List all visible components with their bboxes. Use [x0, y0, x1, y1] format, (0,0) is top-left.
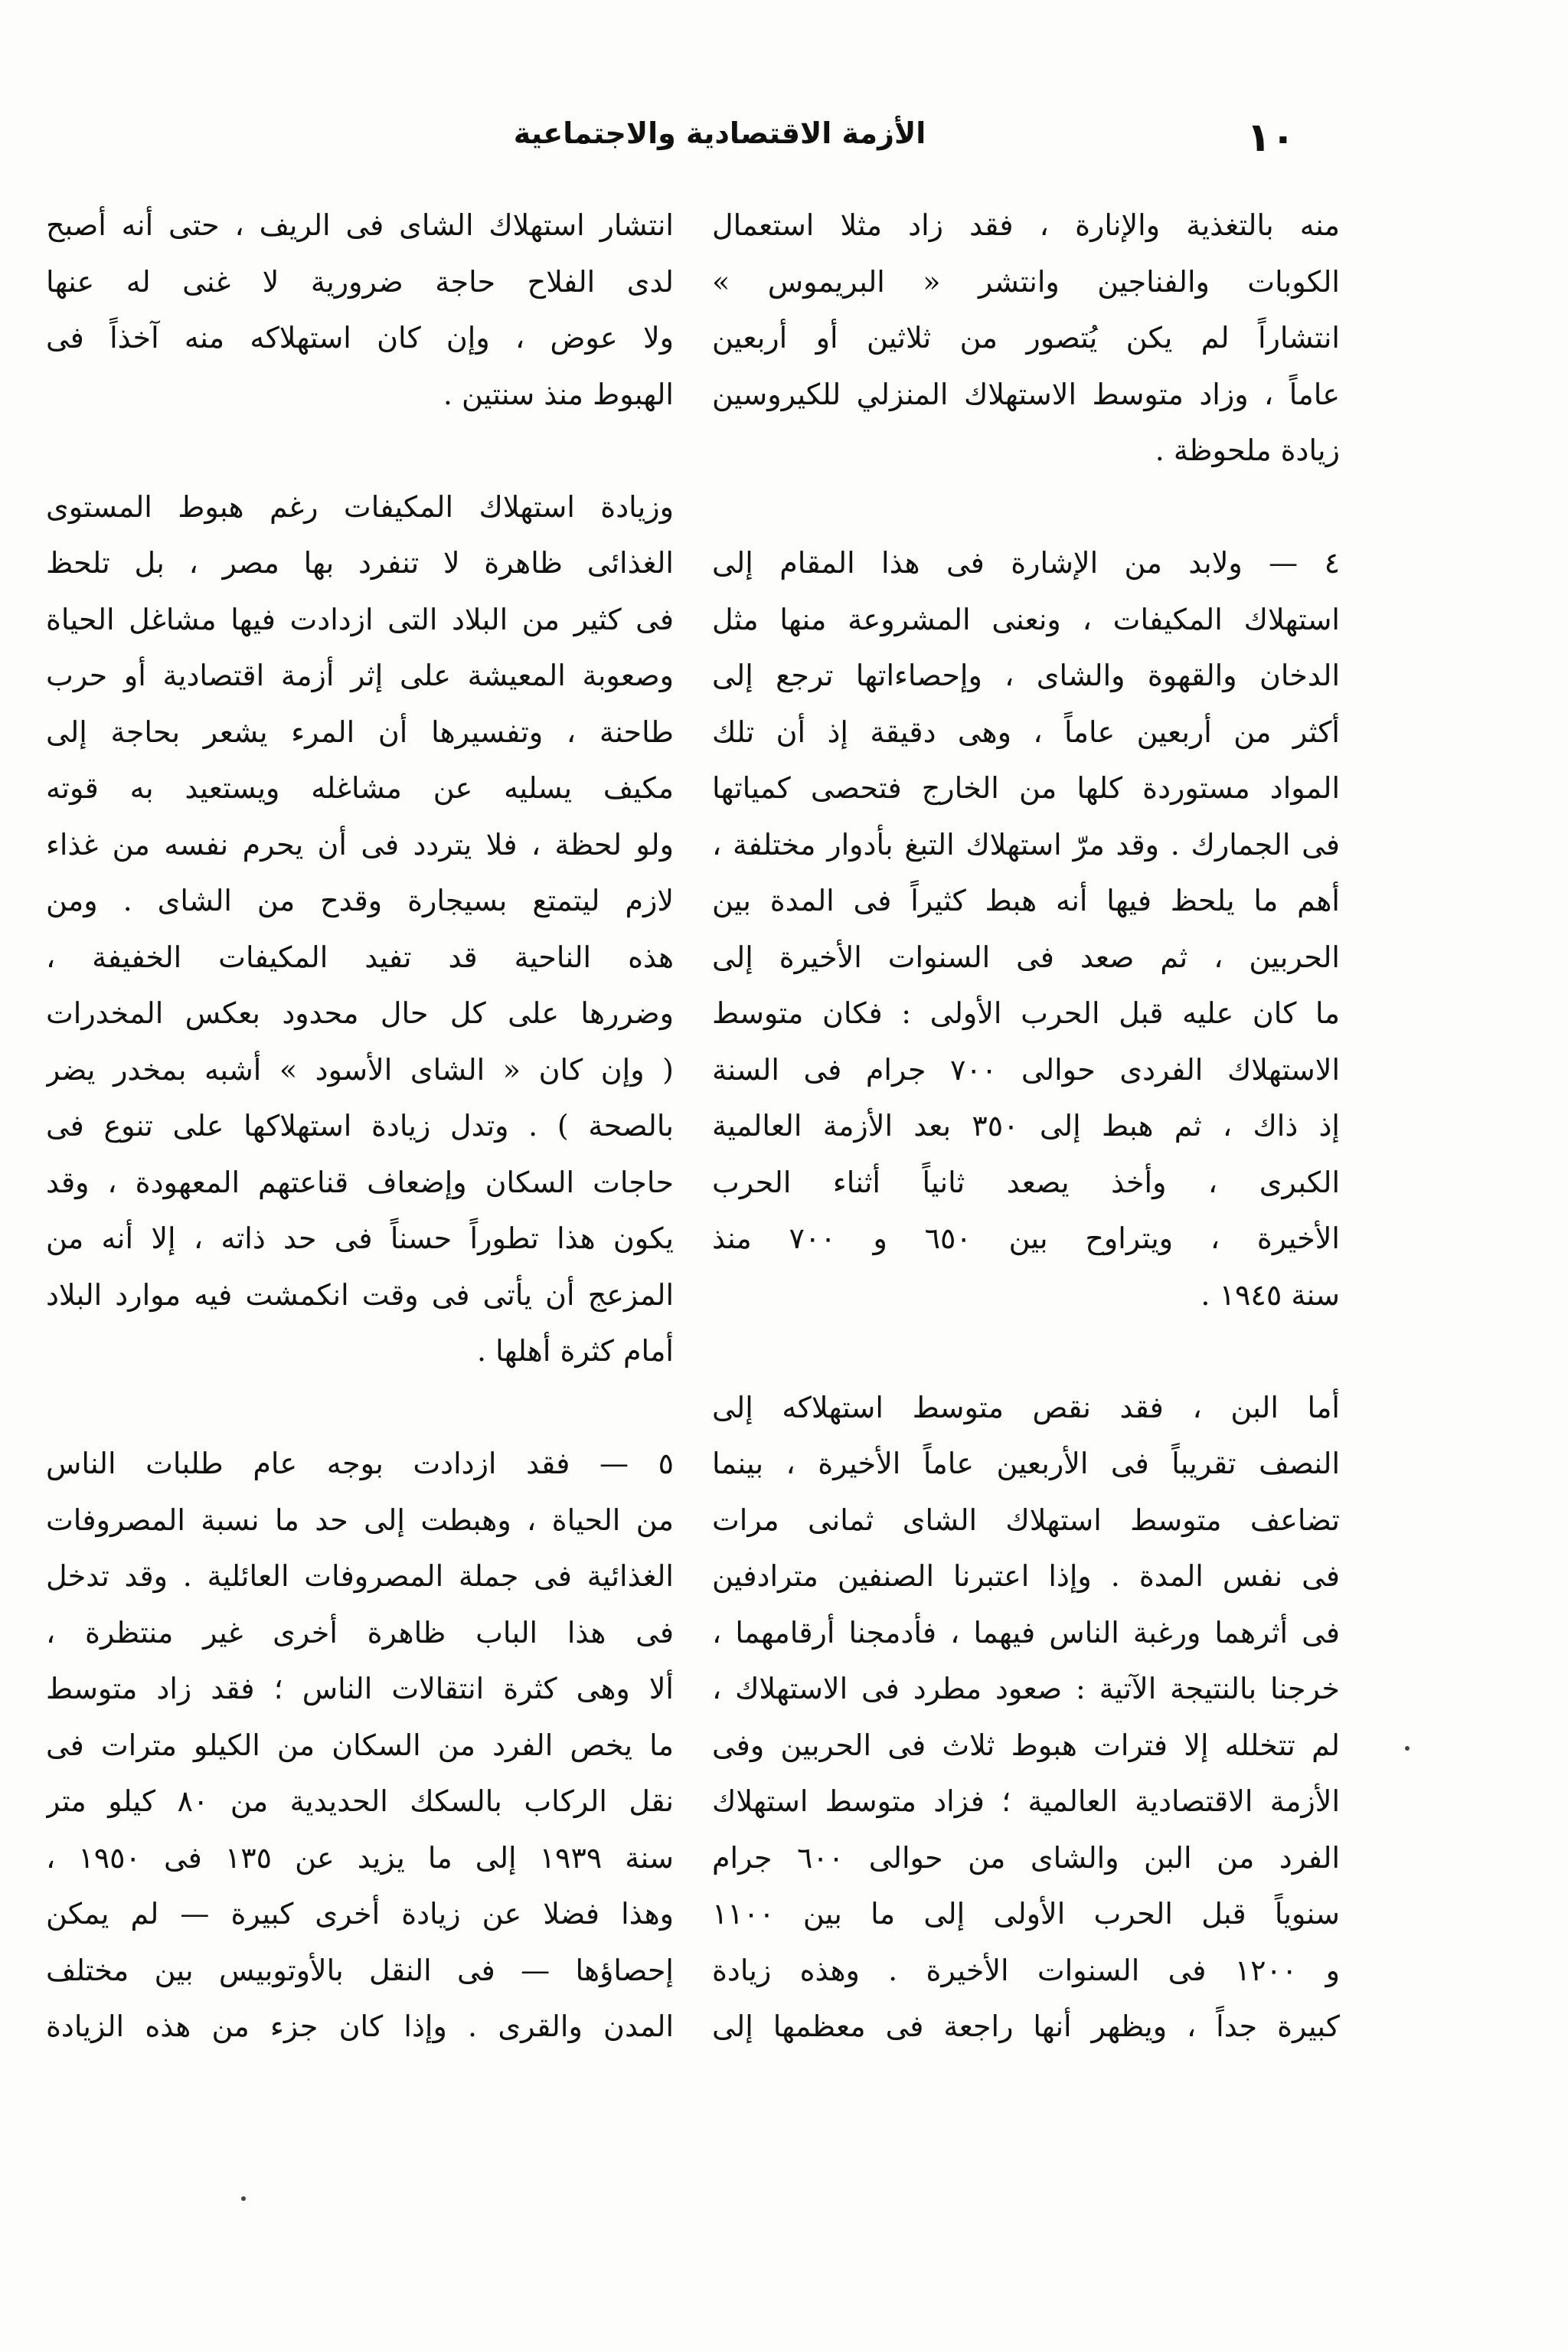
text-line: ولو لحظة ، فلا يتردد فى أن يحرم نفسه من غذاء [46, 827, 674, 862]
text-line: منه بالتغذية والإنارة ، فقد زاد مثلا استعمال [712, 208, 1340, 242]
text-line: خرجنا بالنتيجة الآتية : صعود مطرد فى الاستهلاك ، [712, 1672, 1340, 1705]
text-line: فى كثير من البلاد التى ازدادت فيها مشاغل الحياة [46, 602, 674, 636]
scan-speck [241, 2196, 246, 2201]
text-line: الكبرى ، وأخذ يصعد ثانياً أثناء الحرب [712, 1165, 1340, 1199]
text-line: سنة ١٩٣٩ إلى ما يزيد عن ١٣٥ فى ١٩٥٠ ، [46, 1840, 674, 1875]
text-line: وضررها على كل حال محدود بعكس المخدرات [46, 996, 674, 1030]
text-line: ٥ — فقد ازدادت بوجه عام طلبات الناس [46, 1447, 674, 1480]
text-line: طاحنة ، وتفسيرها أن المرء يشعر بحاجة إلى [46, 714, 674, 749]
text-line: الغذائى ظاهرة لا تنفرد بها مصر ، بل تلحظ [46, 546, 674, 580]
text-line: ما كان عليه قبل الحرب الأولى : فكان متوسط [712, 996, 1340, 1030]
running-title: الأزمة الاقتصادية والاجتماعية [513, 116, 926, 150]
text-line: فى أثرهما ورغبة الناس فيهما ، فأدمجنا أرقامهما ، [712, 1615, 1340, 1650]
text-line: إذ ذاك ، ثم هبط إلى ٣٥٠ بعد الأزمة العالمية [712, 1109, 1340, 1143]
text-line: ما يخص الفرد من السكان من الكيلو مترات فى [46, 1728, 674, 1762]
text-line: لازم ليتمتع بسيجارة وقدح من الشاى . ومن [46, 884, 674, 917]
text-line: أمام كثرة أهلها . [476, 1334, 674, 1368]
text-line: المزعج أن يأتى فى وقت انكمشت فيه موارد البلاد [46, 1277, 674, 1312]
text-line: المدن والقرى . وإذا كان جزء من هذه الزيادة [46, 2009, 674, 2043]
text-line: الدخان والقهوة والشاى ، وإحصاءاتها ترجع إلى [712, 659, 1340, 692]
text-line: ( وإن كان « الشاى الأسود » أشبه بمخدر يضر [46, 1052, 674, 1087]
paragraph [712, 1380, 1340, 2055]
text-line: ٤ — ولابد من الإشارة فى هذا المقام إلى [712, 546, 1340, 580]
scan-speck [1405, 1746, 1410, 1751]
text-line: سنوياً قبل الحرب الأولى إلى ما بين ١١٠٠ [712, 1897, 1340, 1931]
text-line: المواد مستوردة كلها من الخارج فتحصى كمياتها [712, 771, 1340, 805]
text-line: حاجات السكان وإضعاف قناعتهم المعهودة ، وقد [46, 1165, 674, 1199]
text-line: الهبوط منذ سنتين . [443, 377, 674, 411]
text-line: وصعوبة المعيشة على إثر أزمة اقتصادية أو حرب [46, 659, 674, 692]
text-line: كبيرة جداً ، ويظهر أنها راجعة فى معظمها إلى [712, 2009, 1340, 2043]
text-line: من الحياة ، وهبطت إلى حد ما نسبة المصروفات [46, 1502, 674, 1537]
text-line: ولا عوض ، وإن كان استهلاكه منه آخذاً فى [46, 321, 674, 355]
text-line: فى الجمارك . وقد مرّ استهلاك التبغ بأدوار مختلفة ، [712, 827, 1340, 862]
text-line: و ١٢٠٠ فى السنوات الأخيرة . وهذه زيادة [712, 1953, 1340, 1987]
text-line: إحصاؤها — فى النقل بالأوتوبيس بين مختلف [46, 1953, 674, 1987]
text-line: الأخيرة ، ويتراوح بين ٦٥٠ و ٧٠٠ منذ [712, 1221, 1340, 1255]
text-line: يكون هذا تطوراً حسناً فى حد ذاته ، إلا أنه من [46, 1221, 674, 1255]
text-line: وهذا فضلا عن زيادة أخرى كبيرة — لم يمكن [46, 1897, 674, 1931]
paragraph [712, 198, 1340, 479]
text-line: أما البن ، فقد نقص متوسط استهلاكه إلى [712, 1390, 1340, 1424]
paragraph [712, 535, 1340, 1323]
text-line: انتشار استهلاك الشاى فى الريف ، حتى أنه أصبح [46, 208, 674, 242]
text-line: الحربين ، ثم صعد فى السنوات الأخيرة إلى [712, 940, 1340, 974]
paragraph [46, 198, 674, 423]
text-line: الفرد من البن والشاى من حوالى ٦٠٠ جرام [712, 1840, 1340, 1875]
text-column-right [712, 198, 1340, 2055]
text-line: فى نفس المدة . وإذا اعتبرنا الصنفين مترادفين [712, 1559, 1340, 1593]
text-line: النصف تقريباً فى الأربعين عاماً الأخيرة ، بينما [712, 1447, 1340, 1480]
text-line: انتشاراً لم يكن يُتصور من ثلاثين أو أربعين [712, 321, 1340, 355]
text-line: الغذائية فى جملة المصروفات العائلية . وقد تدخل [46, 1559, 674, 1593]
text-line: لدى الفلاح حاجة ضرورية لا غنى له عنها [46, 264, 674, 299]
text-line: سنة ١٩٤٥ . [1200, 1277, 1340, 1312]
text-line: مكيف يسليه عن مشاغله ويستعيد به قوته [46, 771, 674, 805]
text-line: زيادة ملحوظة . [1155, 433, 1340, 467]
text-line: عاماً ، وزاد متوسط الاستهلاك المنزلي للكيروسين [712, 377, 1340, 411]
text-line: لم تتخلله إلا فترات هبوط ثلاث فى الحربين وفى [712, 1728, 1340, 1762]
text-line: وزيادة استهلاك المكيفات رغم هبوط المستوى [46, 489, 674, 524]
text-line: نقل الركاب بالسكك الحديدية من ٨٠ كيلو متر [46, 1784, 674, 1818]
paragraph [46, 1436, 674, 2055]
text-line: بالصحة ) . وتدل زيادة استهلاكها على تنوع فى [46, 1109, 674, 1143]
text-line: تضاعف متوسط استهلاك الشاى ثمانى مرات [712, 1502, 1340, 1537]
text-line: أكثر من أربعين عاماً ، وهى دقيقة إذ أن تلك [712, 714, 1340, 749]
text-column-left [46, 198, 674, 2055]
text-line: استهلاك المكيفات ، ونعنى المشروعة منها مثل [712, 602, 1340, 636]
text-line: الاستهلاك الفردى حوالى ٧٠٠ جرام فى السنة [712, 1052, 1340, 1087]
paragraph [46, 479, 674, 1380]
page-number: ١٠ [1246, 115, 1295, 161]
text-line: فى هذا الباب ظاهرة أخرى غير منتظرة ، [46, 1615, 674, 1650]
text-line: الأزمة الاقتصادية العالمية ؛ فزاد متوسط استهلاك [712, 1784, 1340, 1818]
text-line: ألا وهى كثرة انتقالات الناس ؛ فقد زاد متوسط [46, 1672, 674, 1705]
text-line: هذه الناحية قد تفيد المكيفات الخفيفة ، [46, 940, 674, 974]
text-line: الكوبات والفناجين وانتشر « البريموس » [712, 264, 1340, 299]
text-line: أهم ما يلحظ فيها أنه هبط كثيراً فى المدة بين [712, 884, 1340, 917]
